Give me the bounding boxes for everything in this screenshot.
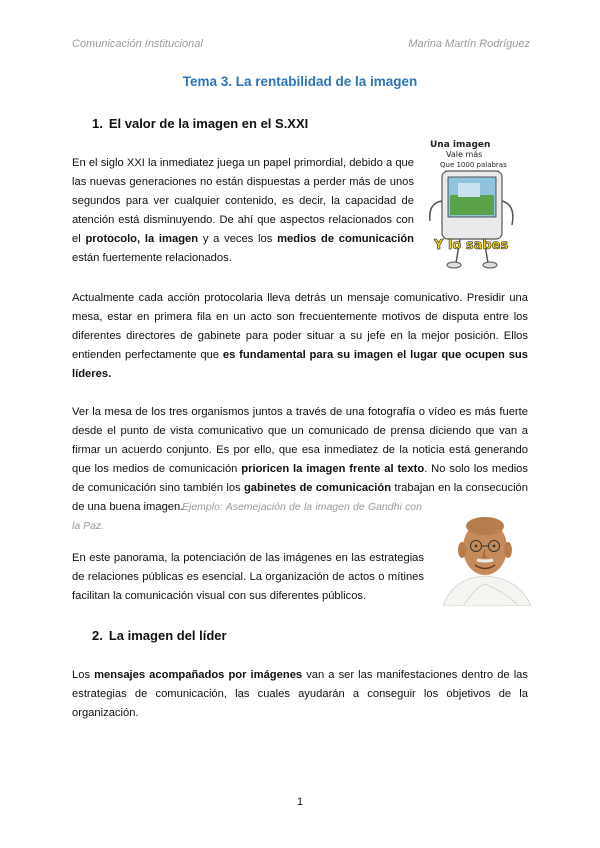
section-heading-1 — [92, 116, 308, 131]
cartoon-text-3: Que 1000 palabras — [440, 161, 507, 169]
paragraph-2 — [72, 289, 528, 384]
bold-run: medios de comunicación — [277, 233, 414, 245]
header-right: Marina Martín Rodríguez — [408, 38, 530, 50]
paragraph-1 — [72, 154, 414, 268]
text-run: En este panorama, la potenciación de las imágenes en las estrategias de relaciones públicas es esencial. La organización de actos o mítines facilitan la comunicación visual con sus diferentes públicos. — [72, 552, 424, 602]
gandhi-portrait-image — [433, 512, 538, 606]
paragraph-4 — [72, 549, 424, 606]
text-run: están fuertemente relacionados. — [72, 252, 232, 264]
bold-run: gabinetes de comunicación — [243, 482, 392, 494]
bold-run: es fundamental para su imagen el lugar que ocupen sus líderes. — [72, 349, 528, 380]
page-number: 1 — [296, 796, 304, 808]
bold-run: protocolo, la imagen — [85, 233, 199, 245]
text-run: En el siglo XXI la inmediatez juega un papel primordial, debido a que las nuevas generaciones no están dispuestas a perder más de unos segundos para ver cualquier contenido, es decir, la capacidad de atención está disminuyendo. De ahí que aspectos relacionados con el — [72, 157, 414, 245]
text-run: trabajan en la consecución de una buena imagen. — [72, 482, 528, 513]
section-title: El valor de la imagen en el S.XXI — [108, 116, 309, 131]
cartoon-text-2: Vale más — [446, 150, 483, 159]
cartoon-image — [424, 133, 520, 275]
header-left: Comunicación Institucional — [72, 38, 203, 50]
bold-run: mensajes acompañados por imágenes — [94, 669, 303, 681]
cartoon-text-4: Y lo sabes — [434, 238, 509, 253]
section-heading-2 — [92, 628, 227, 643]
image-caption — [72, 498, 422, 536]
section-number: 2. — [92, 628, 103, 643]
text-run: Actualmente cada acción protocolaria lleva detrás un mensaje comunicativo. Presidir una mesa, estar en primera fila en un acto son frecuentemente motivos de disputa entre los diferentes directores de gabinete para poder situar a su jefe en la mejor posición. Ellos entienden perfectamente que — [72, 292, 528, 361]
bold-run: prioricen la imagen frente al texto — [241, 463, 425, 475]
document-title: Tema 3. La rentabilidad de la imagen — [182, 74, 418, 89]
page-header — [72, 38, 530, 50]
text-run: y a veces los — [198, 233, 278, 245]
text-run: . No solo los medios de comunicación sino también los — [72, 463, 528, 494]
text-run: van a ser las manifestaciones dentro de las estrategias de comunicación, las cuales ayudarán a conseguir los objetivos de la organización. — [72, 669, 529, 719]
paragraph-5 — [72, 666, 528, 723]
section-number: 1. — [92, 116, 103, 131]
section-title: La imagen del líder — [108, 628, 227, 643]
cartoon-text-1: Una imagen — [430, 140, 491, 150]
text-run: Ver la mesa de los tres organismos juntos a través de una fotografía o vídeo es más fuerte desde el punto de vista comunicativo que un comunicado de prensa diciendo que van a firmar un acuerdo conjunto. Es por ello, que esa inmediatez de la noticia está generando que los medios de comunicación — [72, 406, 528, 475]
caption-text: Ejemplo: Asemejación de la imagen de Gandhi con la Paz. — [72, 501, 422, 532]
text-run: Los — [72, 669, 95, 681]
